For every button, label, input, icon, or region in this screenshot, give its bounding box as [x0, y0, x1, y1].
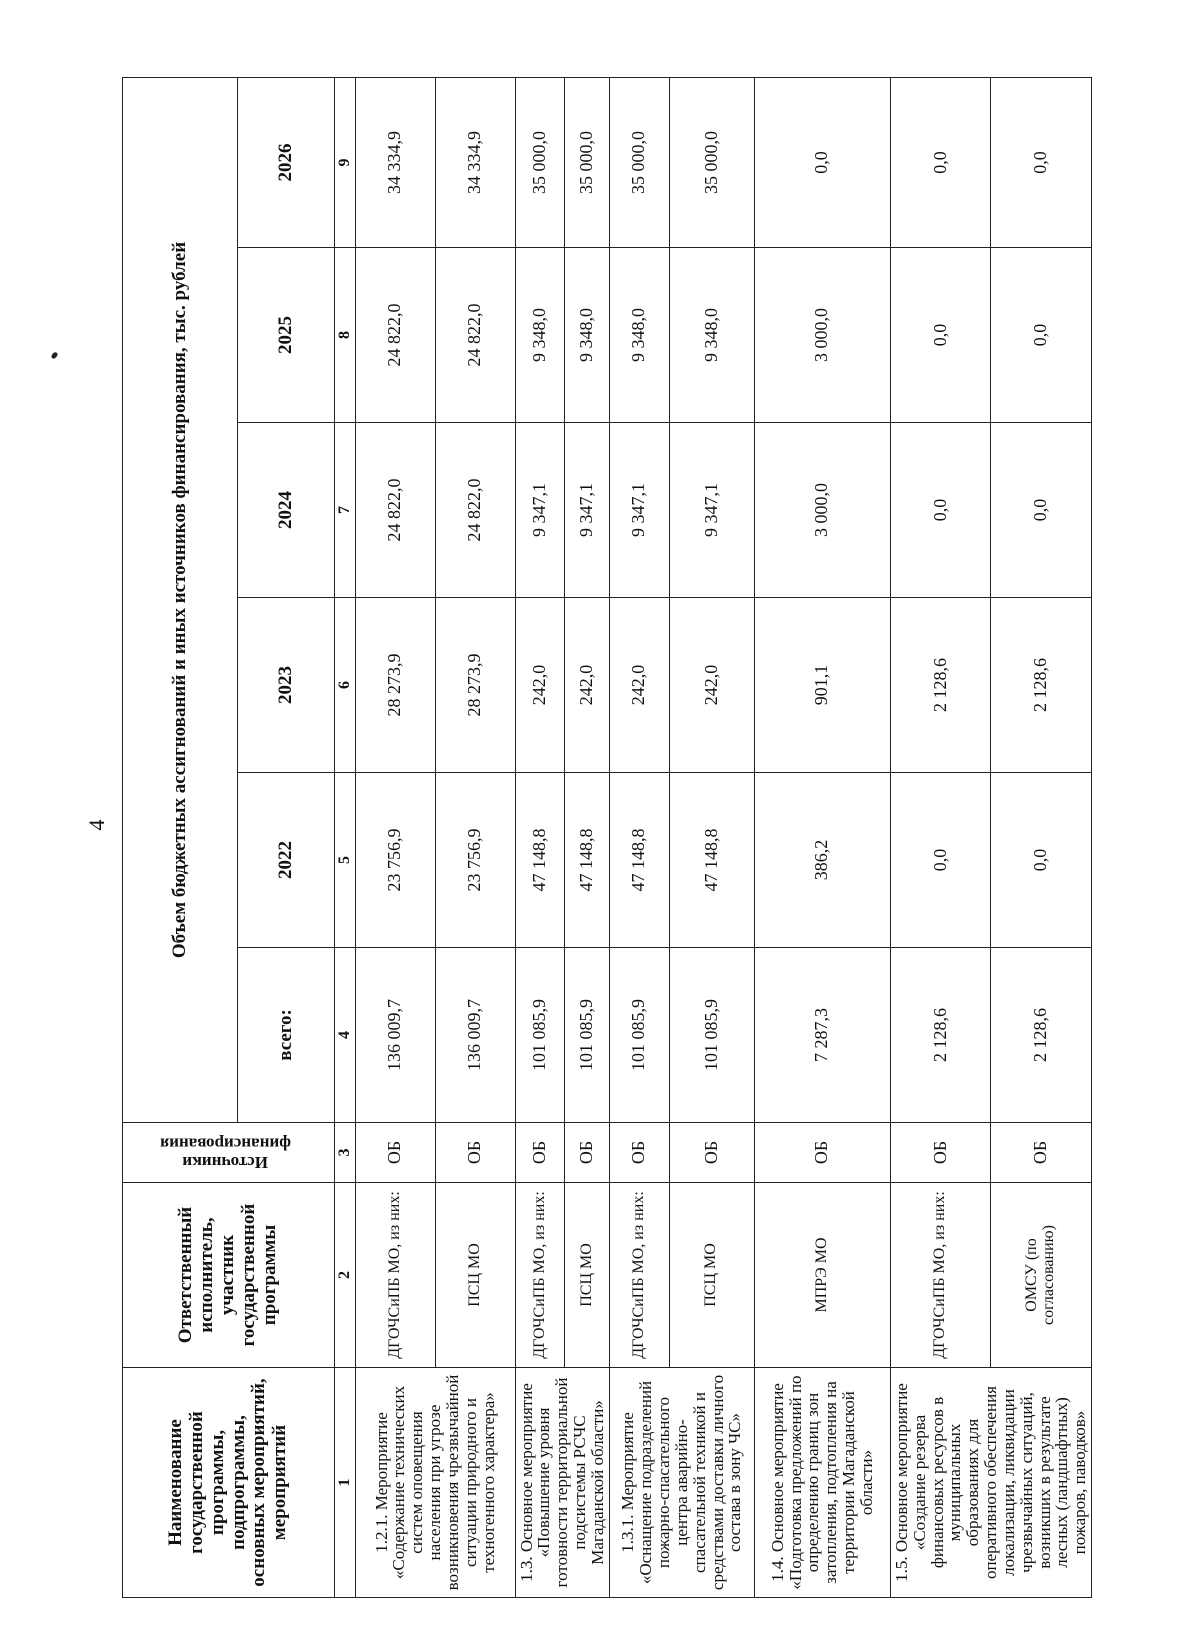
- value-2022: 23 756,9: [435, 773, 515, 948]
- value-2024: 9 347,1: [565, 423, 609, 598]
- value-2025: 24 822,0: [355, 248, 435, 423]
- scan-speck: [51, 351, 59, 360]
- value-2023: 2 128,6: [991, 598, 1092, 773]
- value-2025: 3 000,0: [754, 248, 890, 423]
- table-row: [890, 77, 991, 1597]
- executor-cell: ДГОЧСиПБ МО, из них:: [609, 1183, 669, 1368]
- value-2025: 0,0: [991, 248, 1092, 423]
- table-row: [355, 77, 435, 1597]
- measure-name: 1.2.1. Мероприятие «Содержание технических систем оповещения населения при угрозе возникновения чрезвычайной ситуации природного и техногенного характера»: [355, 1368, 515, 1598]
- executor-cell: ДГОЧСиПБ МО, из них:: [515, 1183, 565, 1368]
- header-year-2022: 2022: [238, 773, 335, 948]
- value-2026: 35 000,0: [609, 77, 669, 247]
- value-2023: 242,0: [515, 598, 565, 773]
- header-year-2024: 2024: [238, 423, 335, 598]
- value-2024: 0,0: [991, 423, 1092, 598]
- source-cell: ОБ: [991, 1123, 1092, 1183]
- value-2026: 34 334,9: [435, 77, 515, 247]
- value-2025: 0,0: [890, 248, 991, 423]
- value-2024: 24 822,0: [355, 423, 435, 598]
- value-total: 136 009,7: [435, 948, 515, 1123]
- executor-cell: ДГОЧСиПБ МО, из них:: [890, 1183, 991, 1368]
- column-number: 7: [335, 423, 356, 598]
- value-total: 101 085,9: [565, 948, 609, 1123]
- value-2025: 24 822,0: [435, 248, 515, 423]
- value-2024: 24 822,0: [435, 423, 515, 598]
- executor-cell: ПСЦ МО: [565, 1183, 609, 1368]
- value-2026: 35 000,0: [515, 77, 565, 247]
- value-total: 101 085,9: [515, 948, 565, 1123]
- value-2023: 242,0: [565, 598, 609, 773]
- value-2026: 34 334,9: [355, 77, 435, 247]
- value-2022: 0,0: [890, 773, 991, 948]
- funding-table: [122, 77, 1092, 1598]
- value-total: 136 009,7: [355, 948, 435, 1123]
- executor-cell: ОМСУ (по согласованию): [991, 1183, 1092, 1368]
- column-number: 9: [335, 77, 356, 247]
- header-year-2025: 2025: [238, 248, 335, 423]
- value-2025: 9 348,0: [515, 248, 565, 423]
- header-funding: Объем бюджетных ассигнований и иных источников финансирования, тыс. рублей: [123, 77, 238, 1122]
- column-numbers-row: [335, 77, 356, 1597]
- value-2023: 2 128,6: [890, 598, 991, 773]
- measure-name: 1.4. Основное мероприятие «Подготовка предложений по определению границ зон затопления, подтопления на территории Магаданской области»: [754, 1368, 890, 1598]
- table-wrapper: [122, 78, 1090, 1598]
- source-cell: ОБ: [669, 1123, 754, 1183]
- value-2026: 0,0: [754, 77, 890, 247]
- value-2026: 35 000,0: [669, 77, 754, 247]
- value-2025: 9 348,0: [609, 248, 669, 423]
- executor-cell: ПСЦ МО: [435, 1183, 515, 1368]
- value-2023: 28 273,9: [435, 598, 515, 773]
- header-source: [123, 1123, 335, 1183]
- value-2025: 9 348,0: [565, 248, 609, 423]
- value-total: 2 128,6: [991, 948, 1092, 1123]
- value-2022: 47 148,8: [669, 773, 754, 948]
- rotated-table-container: [122, 78, 1090, 1598]
- measure-name: 1.3.1. Мероприятие «Оснащение подразделений пожарно-спасательного центра аварийно-спасательной техникой и средствами доставки личного состава в зону ЧС»: [609, 1368, 754, 1598]
- value-2024: 3 000,0: [754, 423, 890, 598]
- header-executor: Ответственный исполнитель, участник государственной программы: [123, 1183, 335, 1368]
- measure-name: 1.3. Основное мероприятие «Повышение уровня готовности территориальной подсистемы РСЧС Магаданской области»: [515, 1368, 609, 1598]
- value-2022: 47 148,8: [565, 773, 609, 948]
- executor-cell: ДГОЧСиПБ МО, из них:: [355, 1183, 435, 1368]
- header-source-label: Источники финансирования: [160, 1134, 292, 1173]
- executor-cell: МПРЭ МО: [754, 1183, 890, 1368]
- value-2023: 242,0: [669, 598, 754, 773]
- value-total: 2 128,6: [890, 948, 991, 1123]
- value-2022: 47 148,8: [515, 773, 565, 948]
- executor-cell: ПСЦ МО: [669, 1183, 754, 1368]
- source-cell: ОБ: [355, 1123, 435, 1183]
- column-number: 1: [335, 1368, 356, 1598]
- column-number: 5: [335, 773, 356, 948]
- value-2022: 386,2: [754, 773, 890, 948]
- value-2024: 9 347,1: [609, 423, 669, 598]
- value-2026: 0,0: [991, 77, 1092, 247]
- column-number: 2: [335, 1183, 356, 1368]
- source-cell: ОБ: [609, 1123, 669, 1183]
- table-row: [754, 77, 890, 1597]
- column-number: 4: [335, 948, 356, 1123]
- value-2022: 0,0: [991, 773, 1092, 948]
- source-cell: ОБ: [565, 1123, 609, 1183]
- table-row: [609, 77, 669, 1597]
- value-2023: 28 273,9: [355, 598, 435, 773]
- header-year-2023: 2023: [238, 598, 335, 773]
- value-2024: 9 347,1: [669, 423, 754, 598]
- value-2026: 35 000,0: [565, 77, 609, 247]
- value-total: 101 085,9: [609, 948, 669, 1123]
- value-total: 101 085,9: [669, 948, 754, 1123]
- value-2025: 9 348,0: [669, 248, 754, 423]
- column-number: 3: [335, 1123, 356, 1183]
- header-name: Наименование государственной программы, подпрограммы, основных мероприятий, мероприятий: [123, 1368, 335, 1598]
- measure-name: 1.5. Основное мероприятие «Создание резерва финансовых ресурсов в муниципальных образованиях для оперативного обеспечения локализации, ликвидации чрезвычайных ситуаций, возникших в результате лесных (ландшафтных) пожаров, паводков»: [890, 1368, 1091, 1598]
- value-2023: 242,0: [609, 598, 669, 773]
- value-total: 7 287,3: [754, 948, 890, 1123]
- header-year-2026: 2026: [238, 77, 335, 247]
- table-row: [515, 77, 565, 1597]
- header-year-total: всего:: [238, 948, 335, 1123]
- value-2024: 0,0: [890, 423, 991, 598]
- column-number: 6: [335, 598, 356, 773]
- value-2026: 0,0: [890, 77, 991, 247]
- value-2023: 901,1: [754, 598, 890, 773]
- value-2022: 47 148,8: [609, 773, 669, 948]
- value-2024: 9 347,1: [515, 423, 565, 598]
- source-cell: ОБ: [890, 1123, 991, 1183]
- column-number: 8: [335, 248, 356, 423]
- source-cell: ОБ: [754, 1123, 890, 1183]
- source-cell: ОБ: [435, 1123, 515, 1183]
- source-cell: ОБ: [515, 1123, 565, 1183]
- page-number: 4: [84, 819, 109, 831]
- value-2022: 23 756,9: [355, 773, 435, 948]
